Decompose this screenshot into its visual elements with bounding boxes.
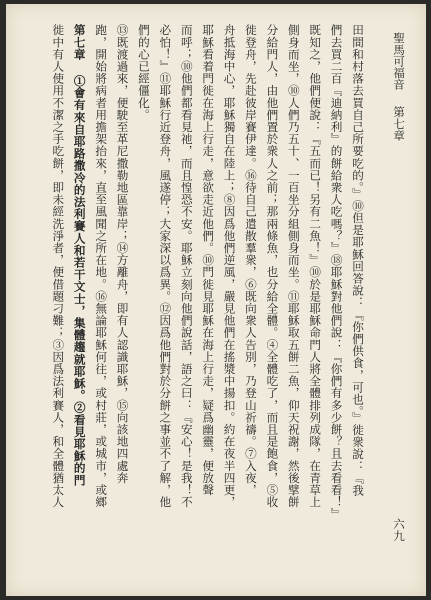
text-line: 必怕！』⑪耶穌行近登舟，風遂停；大家深以爲異。⑫因爲他們對於分餅之事並不了解，他	[158, 24, 173, 508]
body-text	[38, 24, 368, 534]
text-line: 分給門人，由他們置於衆人之前；那兩條魚，也分給全體。④全體吃了，而且是飽食，⑤收	[265, 24, 280, 508]
text-line: 們的心已經僵化。	[136, 24, 151, 121]
text-line: 跑，開始將病者用擔架抬來，直至風聞之所在地。⑯無論耶穌何往，或村莊，或城市，或鄉	[94, 24, 109, 508]
book-page	[6, 4, 426, 596]
text-line: 舟抵海中心，耶穌獨自在陸上；⑧因爲他們逆風，嚴見他們在搖漿中揚扣。約在夜半四更，	[222, 24, 237, 508]
chapter-heading-line: 第七章 ①會有來自耶路撒冷的法利賽人和若干文士，集體趨就耶穌。②看見耶穌的門	[72, 24, 87, 487]
text-line: 徙中有人使用不潔之手吃餅，即未經洗淨者，便借題刁難；③因爲法利賽人，和全體猶太人	[51, 24, 66, 508]
running-head-chapter: 第七章	[392, 106, 406, 141]
text-line: ⑬既渡過來，便駛至革尼撒勒地區靠岸；⑭方離舟，即有人認識耶穌，⑮向該地四處奔	[115, 24, 130, 484]
text-line: 徙登舟，先赴彼岸賽伊達。⑯待自己遣散羣衆，⑥既向衆人告別，乃登山祈禱。⑦入夜，	[243, 24, 258, 496]
text-line: 田間和村落去買自己所要吃的。』⑩但是耶穌回答說：『你們供食，可也。』徙衆說：『我	[351, 24, 365, 497]
text-line: 們去買二百『迪納利』的餅給衆人吃嗎？』⑱耶穌對他們說：『你們有多少餅？且去看看！』	[329, 24, 344, 521]
text-line: 而呼；⑩他們都看見祂，而且惶恐不安。耶穌立刻向他們說話，語之曰：『安心！是我！不	[179, 24, 194, 508]
text-line: 耶穌看着門徙在海上行走，意欲走近他們。⑩門徙見耶穌在海上行走，疑爲幽靈，便放聲	[201, 24, 216, 496]
page-number: 六九	[392, 518, 406, 542]
running-head-book-title: 聖馬可福音	[392, 32, 406, 90]
text-line: 既知之，他們便說：『五而已！另有二魚！』⑩於是耶穌命門人將全體排列成隊，在青草上	[308, 24, 323, 508]
running-head	[388, 32, 410, 552]
text-line: 側身而坐，⑩人們乃五十、一百坐分組側身而坐。⑪耶穌取五餅二魚，仰天祝謝，然後擘餅	[286, 24, 301, 508]
